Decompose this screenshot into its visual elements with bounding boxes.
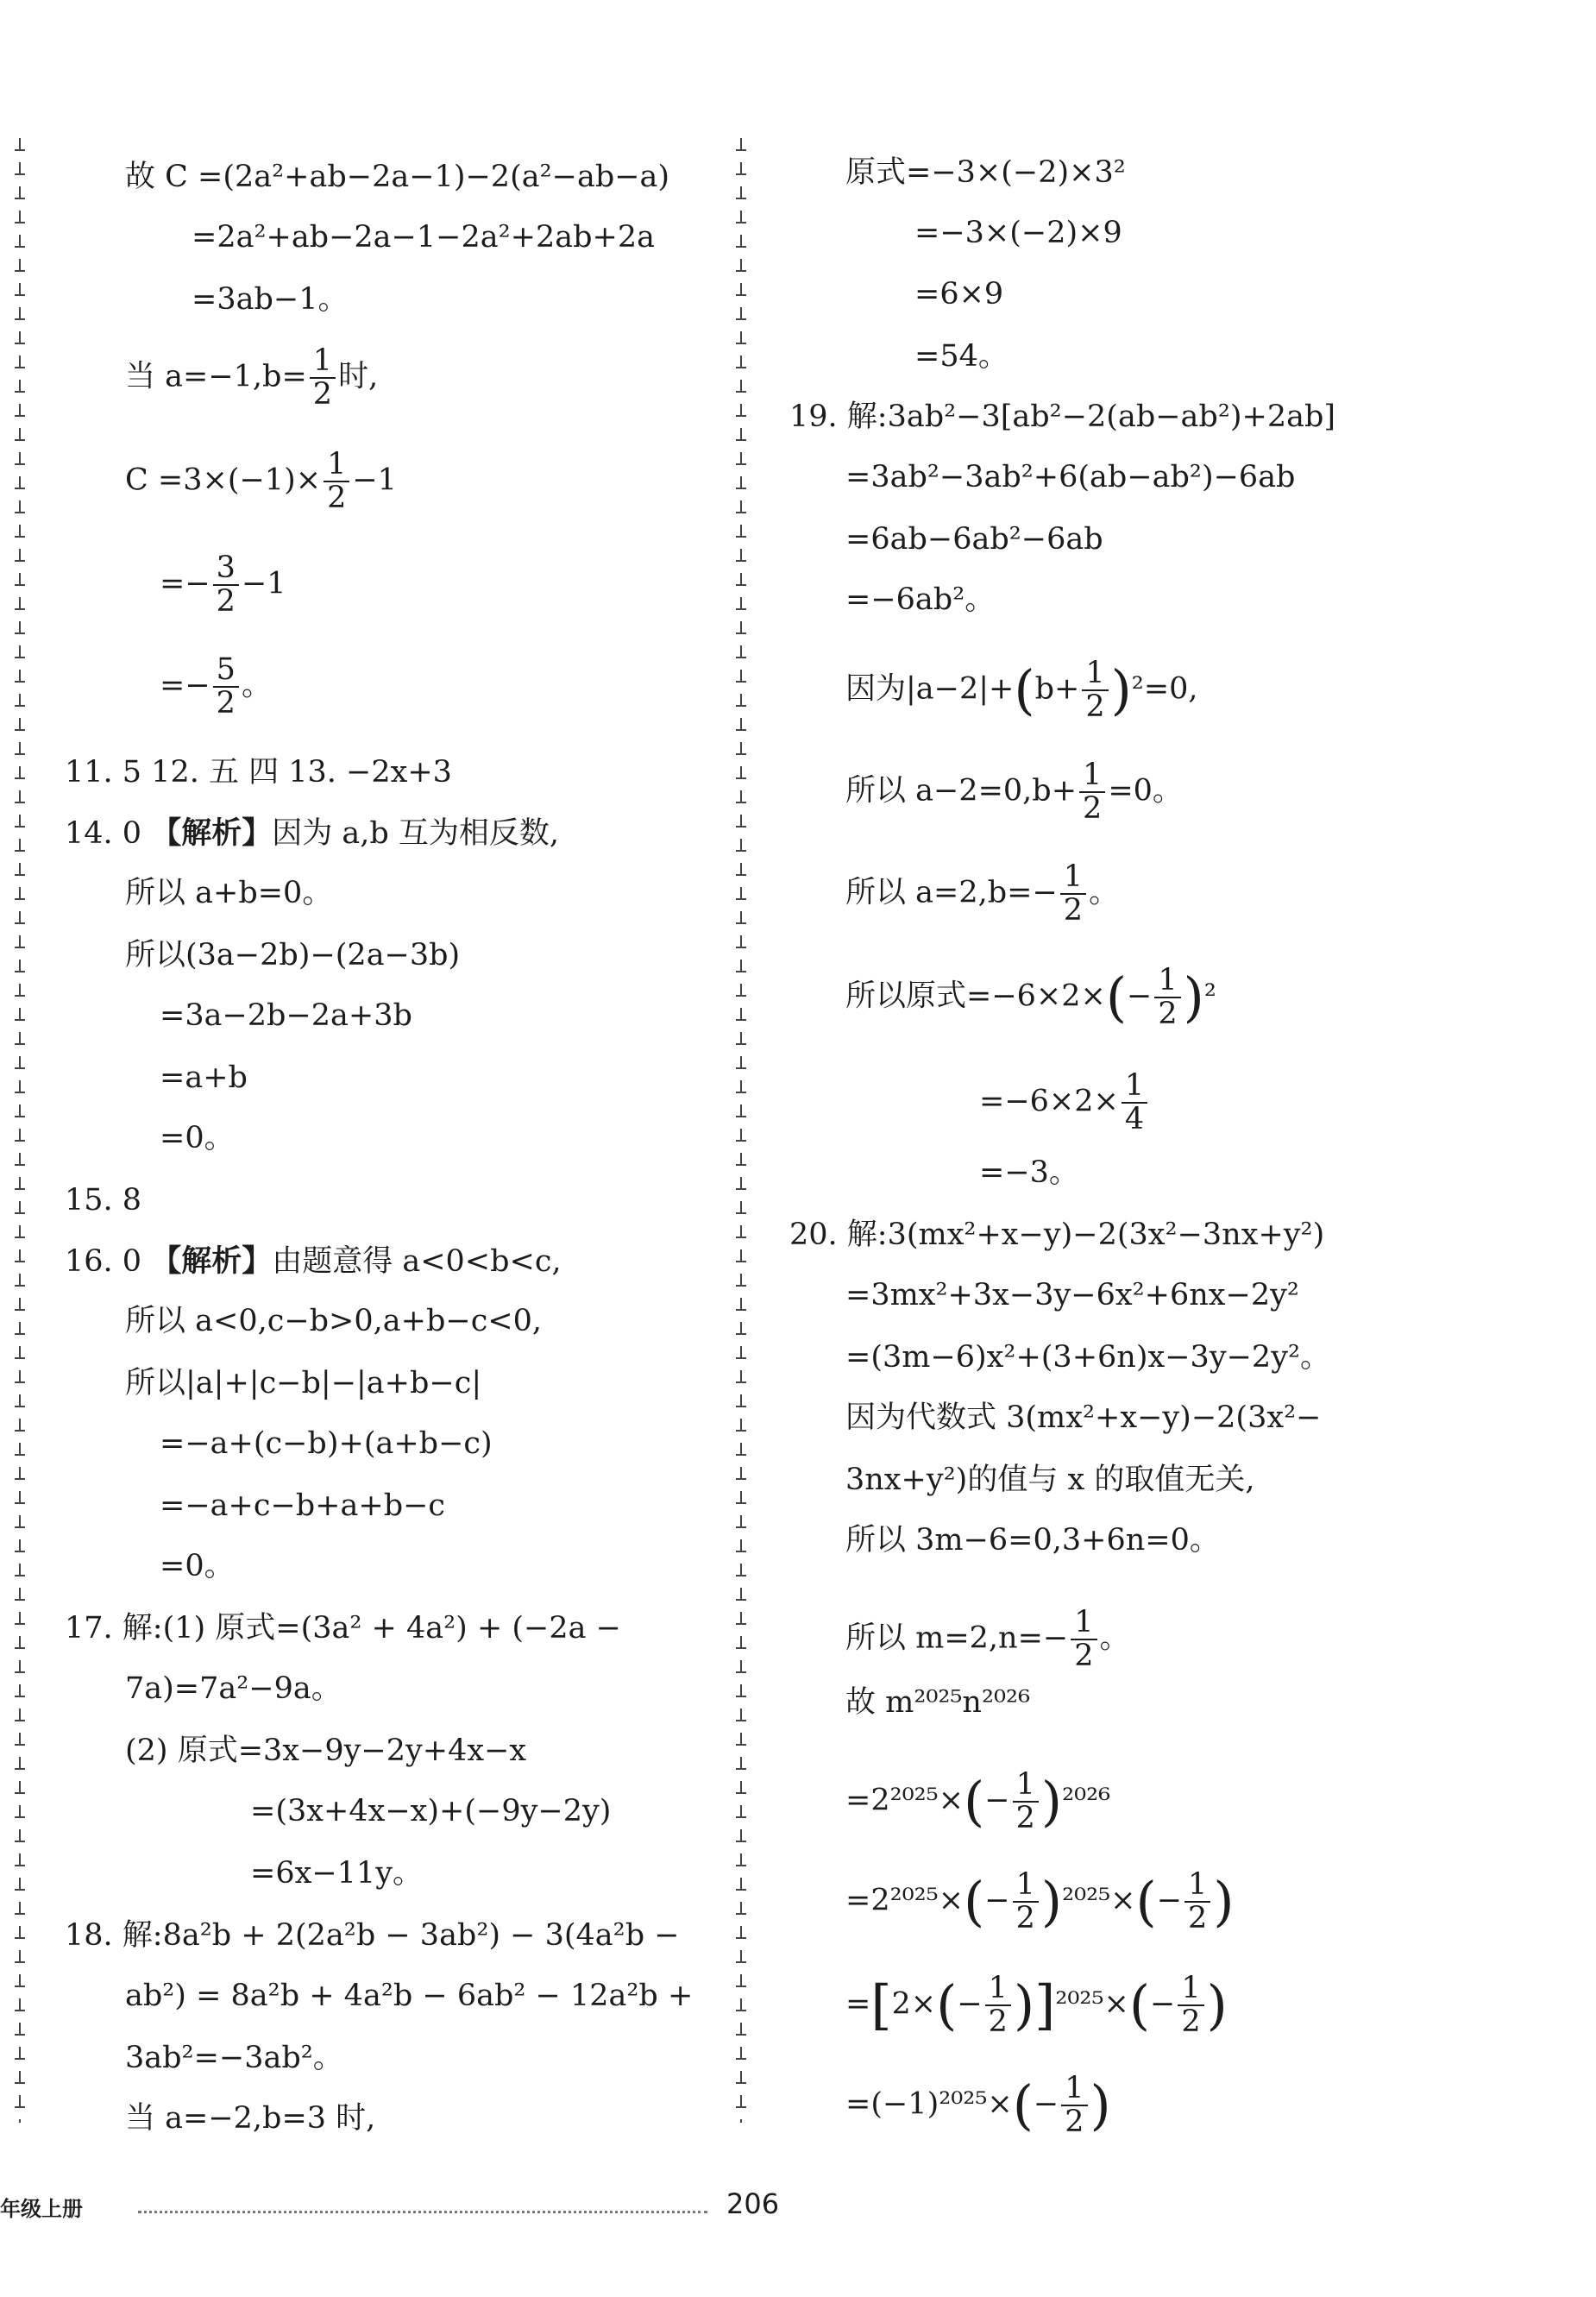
- fraction: [213, 552, 239, 618]
- denominator: 2: [988, 2004, 1008, 2039]
- denominator: 2: [1188, 1900, 1208, 1935]
- right-bracket: ]: [1034, 1973, 1056, 2036]
- numerator: 1: [1184, 1869, 1210, 1903]
- fraction: [324, 449, 349, 514]
- text-line: =(3m−6)x²+(3+6n)x−3y−2y²。: [845, 1340, 1330, 1375]
- text-run: =0。: [1108, 773, 1183, 809]
- text-line: =3ab−1。: [192, 282, 349, 317]
- fraction: [213, 654, 239, 720]
- text-line: =a+b: [160, 1060, 248, 1095]
- text-run: 所以原式=−6×2×: [845, 979, 1106, 1014]
- text-line: 所以(3a−2b)−(2a−3b): [125, 938, 461, 972]
- numerator: 1: [1013, 1769, 1039, 1803]
- denominator: 2: [1015, 1800, 1035, 1835]
- text-line: =6×9: [914, 277, 1004, 312]
- denominator: 2: [327, 480, 347, 515]
- text-run: =−6×2×: [979, 1084, 1119, 1119]
- left-paren: (: [1105, 965, 1128, 1029]
- fraction: [1079, 759, 1105, 825]
- text-line: 所以 3m−6=0,3+6n=0。: [845, 1523, 1220, 1558]
- text-line: [845, 1607, 1130, 1672]
- text-line: [845, 861, 1119, 927]
- denominator: 2: [216, 685, 236, 721]
- text-run: ²⁰²⁵×: [1062, 1883, 1136, 1918]
- analysis-tag: 【解析】: [151, 815, 273, 851]
- denominator: 2: [216, 583, 236, 619]
- text-line: [845, 759, 1183, 825]
- text-line: 所以|a|+|c−b|−|a+b−c|: [125, 1366, 482, 1400]
- text-run: =(−1)²⁰²⁵×: [845, 2086, 1013, 2122]
- fraction: [1184, 1869, 1210, 1935]
- numerator: 1: [324, 449, 349, 482]
- text-run: −: [1156, 1883, 1183, 1918]
- fraction: [1071, 1607, 1096, 1672]
- text-line: =3ab²−3ab²+6(ab−ab²)−6ab: [845, 460, 1296, 494]
- text-line: 17. 解:(1) 原式=(3a² + 4a²) + (−2a −: [65, 1611, 621, 1646]
- text-line: 故 m²⁰²⁵n²⁰²⁶: [845, 1685, 1031, 1720]
- text-line: [845, 658, 1198, 723]
- text-run: ²⁰²⁵×: [1055, 1986, 1129, 2022]
- text-run: 。: [1089, 875, 1120, 910]
- text-run: −: [984, 1883, 1010, 1918]
- denominator: 2: [1065, 2104, 1084, 2139]
- text-line: [979, 1070, 1150, 1136]
- text-run: 所以 m=2,n=−: [845, 1620, 1069, 1656]
- text-line: [845, 965, 1216, 1030]
- numerator: 1: [1071, 1607, 1096, 1640]
- numerator: 1: [1082, 658, 1108, 691]
- fraction: [1060, 861, 1086, 927]
- column-divider: [740, 138, 742, 2123]
- text-line: [160, 654, 272, 720]
- text-run: ²=0,: [1131, 671, 1198, 707]
- text-run: 时,: [338, 359, 379, 394]
- right-paren: ): [1213, 1869, 1235, 1933]
- numerator: 3: [213, 552, 239, 586]
- denominator: 2: [1015, 1900, 1035, 1935]
- text-line: =(3x+4x−x)+(−9y−2y): [250, 1794, 612, 1828]
- analysis-tag: 【解析】: [151, 1243, 273, 1279]
- text-line: [845, 1973, 1228, 2038]
- left-paren: (: [1135, 1869, 1157, 1933]
- denominator: 2: [1158, 996, 1178, 1031]
- numerator: 1: [1060, 861, 1086, 895]
- left-paren: (: [1128, 1973, 1151, 2036]
- text-run: b+: [1034, 671, 1080, 707]
- text-line: =−6ab²。: [845, 582, 996, 617]
- fraction: [1061, 2073, 1087, 2138]
- left-paren: (: [964, 1869, 985, 1933]
- numerator: 1: [1079, 759, 1105, 793]
- text-run: 由题意得 a<0<b<c,: [272, 1244, 562, 1279]
- text-line: =−a+(c−b)+(a+b−c): [160, 1426, 493, 1461]
- right-paren: ): [1040, 1769, 1063, 1833]
- fraction: [1122, 1070, 1147, 1136]
- text-line: =3mx²+3x−3y−6x²+6nx−2y²: [845, 1278, 1299, 1312]
- numerator: 5: [213, 654, 239, 688]
- denominator: 2: [312, 376, 333, 412]
- left-paren: (: [964, 1769, 985, 1833]
- text-line: [65, 815, 559, 851]
- text-line: 故 C =(2a²+ab−2a−1)−2(a²−ab−a): [125, 160, 670, 194]
- text-line: =3a−2b−2a+3b: [160, 998, 412, 1033]
- text-run: =−: [160, 668, 210, 703]
- text-line: =6ab−6ab²−6ab: [845, 522, 1103, 557]
- text-line: 7a)=7a²−9a。: [125, 1671, 342, 1706]
- left-paren: (: [1014, 658, 1035, 721]
- right-paren: ): [1206, 1973, 1228, 2036]
- text-line: =54。: [914, 339, 1008, 374]
- text-run: ²⁰²⁶: [1062, 1783, 1111, 1818]
- denominator: 4: [1124, 1101, 1145, 1136]
- text-line: [125, 449, 397, 514]
- right-paren: ): [1183, 965, 1204, 1029]
- denominator: 2: [1181, 2004, 1201, 2039]
- text-line: [845, 1869, 1235, 1935]
- text-line: =2a²+ab−2a−1−2a²+2ab+2a: [192, 220, 655, 255]
- text-run: −1: [352, 463, 397, 498]
- numerator: 1: [310, 345, 336, 379]
- text-run: −: [1033, 2086, 1059, 2122]
- text-run: =2²⁰²⁵×: [845, 1783, 965, 1818]
- left-bracket: [: [870, 1973, 892, 2036]
- fraction: [985, 1973, 1011, 2038]
- text-line: 所以 a<0,c−b>0,a+b−c<0,: [125, 1304, 543, 1338]
- text-run: C =3×(−1)×: [125, 463, 322, 498]
- text-line: 20. 解:3(mx²+x−y)−2(3x²−3nx+y²): [789, 1218, 1325, 1252]
- text-line: [160, 552, 286, 618]
- fraction: [1013, 1769, 1039, 1834]
- denominator: 2: [1063, 892, 1084, 928]
- fraction: [1178, 1973, 1203, 2038]
- left-paren: (: [936, 1973, 958, 2036]
- footer-dotted-leader: [138, 2211, 707, 2213]
- denominator: 2: [1083, 790, 1103, 826]
- text-line: [845, 1769, 1110, 1834]
- numerator: 1: [1178, 1973, 1203, 2006]
- text-run: 因为|a−2|+: [845, 671, 1015, 707]
- text-run: 14. 0: [65, 816, 152, 851]
- text-line: 19. 解:3ab²−3[ab²−2(ab−ab²)+2ab]: [789, 400, 1336, 434]
- text-line: 所以 a+b=0。: [125, 876, 333, 910]
- text-line: 当 a=−2,b=3 时,: [125, 2101, 376, 2136]
- text-run: −: [1150, 1986, 1176, 2022]
- text-run: =2²⁰²⁵×: [845, 1883, 965, 1918]
- binding-cut-line: [19, 138, 21, 2123]
- text-line: [845, 2073, 1111, 2138]
- fraction: [1082, 658, 1108, 723]
- text-line: 15. 8: [65, 1183, 142, 1218]
- text-run: 所以 a−2=0,b+: [845, 773, 1078, 809]
- fraction: [1154, 965, 1180, 1030]
- text-line: 3nx+y²)的值与 x 的取值无关,: [845, 1463, 1255, 1497]
- left-paren: (: [1012, 2073, 1034, 2137]
- right-paren: ): [1110, 658, 1132, 721]
- text-run: 2×: [891, 1986, 937, 2022]
- numerator: 1: [1013, 1869, 1039, 1903]
- text-line: ab²) = 8a²b + 4a²b − 6ab² − 12a²b +: [125, 1979, 694, 2013]
- text-run: =: [845, 1986, 871, 2022]
- text-run: 因为 a,b 互为相反数,: [272, 816, 559, 851]
- text-line: 原式=−3×(−2)×3²: [845, 155, 1126, 190]
- text-line: =−3×(−2)×9: [914, 216, 1122, 250]
- text-run: −: [1127, 979, 1153, 1014]
- text-line: =−3。: [979, 1155, 1079, 1190]
- text-line: 11. 5 12. 五 四 13. −2x+3: [65, 755, 452, 790]
- denominator: 2: [1085, 689, 1105, 724]
- text-run: −: [984, 1783, 1010, 1818]
- text-line: 因为代数式 3(mx²+x−y)−2(3x²−: [845, 1400, 1322, 1435]
- text-line: [125, 345, 378, 411]
- text-line: 18. 解:8a²b + 2(2a²b − 3ab²) − 3(4a²b −: [65, 1918, 680, 1953]
- numerator: 1: [1154, 965, 1180, 998]
- text-line: [65, 1243, 562, 1279]
- page-number: 206: [726, 2187, 780, 2220]
- fraction: [310, 345, 336, 411]
- text-run: −1: [241, 566, 286, 601]
- text-run: 。: [1099, 1620, 1130, 1656]
- numerator: 1: [1061, 2073, 1087, 2106]
- right-paren: ): [1013, 1973, 1035, 2036]
- text-run: 当 a=−1,b=: [125, 359, 307, 394]
- footer-grade-label: 年级上册: [0, 2197, 83, 2221]
- text-run: −: [957, 1986, 983, 2022]
- right-paren: ): [1090, 2073, 1111, 2137]
- text-run: 16. 0: [65, 1244, 152, 1279]
- text-line: 3ab²=−3ab²。: [125, 2041, 343, 2075]
- text-run: =−: [160, 566, 210, 601]
- text-line: =0。: [160, 1549, 235, 1583]
- numerator: 1: [985, 1973, 1011, 2006]
- numerator: 1: [1122, 1070, 1147, 1104]
- denominator: 2: [1074, 1638, 1094, 1673]
- text-line: =0。: [160, 1121, 235, 1155]
- right-paren: ): [1040, 1869, 1063, 1933]
- text-run: 所以 a=2,b=−: [845, 875, 1058, 910]
- text-run: ²: [1203, 979, 1216, 1014]
- text-line: =6x−11y。: [250, 1856, 423, 1891]
- text-line: =−a+c−b+a+b−c: [160, 1488, 446, 1523]
- text-line: (2) 原式=3x−9y−2y+4x−x: [125, 1734, 527, 1768]
- fraction: [1013, 1869, 1039, 1935]
- text-run: 。: [241, 668, 272, 703]
